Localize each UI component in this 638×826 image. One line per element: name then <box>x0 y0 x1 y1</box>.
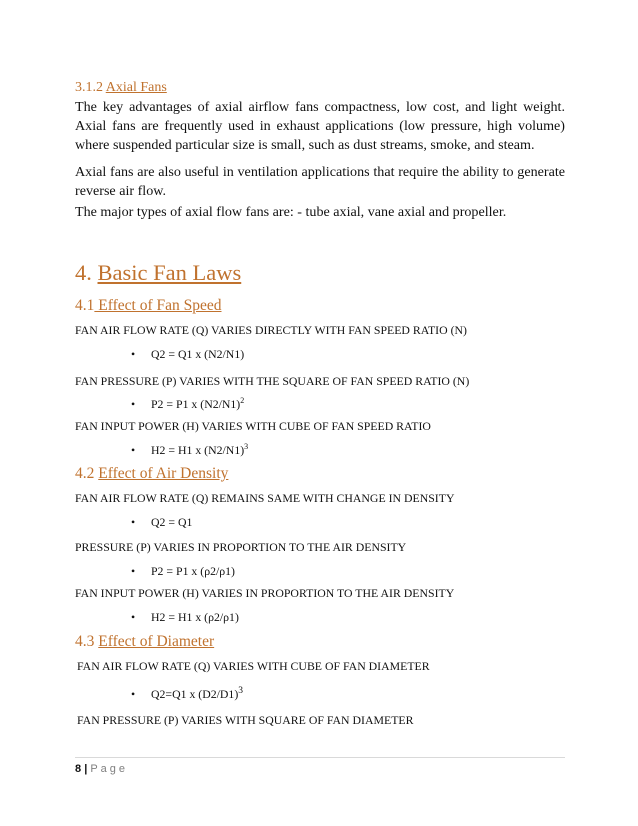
page-footer <box>75 762 128 776</box>
subsection-number: 4.1 <box>75 297 95 314</box>
law-statement: FAN AIR FLOW RATE (Q) REMAINS SAME WITH CHANGE IN DENSITY <box>75 491 455 505</box>
exponent: 3 <box>238 686 244 697</box>
formula-item <box>131 346 244 362</box>
formula-item <box>131 563 235 579</box>
bullet: • <box>131 687 136 701</box>
page-number: 8 <box>75 763 82 775</box>
formula-item <box>131 442 248 458</box>
section-number: 4. <box>75 260 98 285</box>
law-statement: FAN PRESSURE (P) VARIES WITH SQUARE OF FAN DIAMETER <box>77 713 414 727</box>
formula: P2 = P1 x (ρ2/ρ1) <box>151 564 235 578</box>
law-statement: FAN PRESSURE (P) VARIES WITH THE SQUARE OF FAN SPEED RATIO (N) <box>75 374 470 388</box>
law-statement: FAN INPUT POWER (H) VARIES WITH CUBE OF FAN SPEED RATIO <box>75 419 431 433</box>
subsection-title: Effect of Air Density <box>98 465 229 482</box>
law-statement: FAN AIR FLOW RATE (Q) VARIES WITH CUBE OF FAN DIAMETER <box>77 659 430 673</box>
formula-item <box>131 396 244 412</box>
subsection-title: Effect of Diameter <box>98 633 215 650</box>
paragraph: The key advantages of axial airflow fans compactness, low cost, and light weight. Axial fans are frequently used in exhaust applications (low pressure, high volume) where suspended particular size is small, such as dust streams, smoke, and steam. <box>75 99 565 153</box>
bullet: • <box>131 515 136 529</box>
subsection-title: Effect of Fan Speed <box>94 297 222 314</box>
subsection-number: 4.3 <box>75 633 99 650</box>
footer-divider <box>75 757 565 758</box>
law-statement: FAN AIR FLOW RATE (Q) VARIES DIRECTLY WITH FAN SPEED RATIO (N) <box>75 323 467 337</box>
formula-item <box>131 514 192 530</box>
formula: Q2=Q1 x (D2/D1) <box>151 687 239 701</box>
section-number: 3.1.2 <box>75 80 106 95</box>
formula: H2 = H1 x (N2/N1) <box>151 443 245 457</box>
formula: Q2 = Q1 x (N2/N1) <box>151 347 245 361</box>
footer-separator: | <box>84 763 88 775</box>
bullet: • <box>131 610 136 624</box>
section-title: Basic Fan Laws <box>97 260 242 285</box>
subsection-4-2-heading <box>75 464 565 483</box>
formula-item <box>131 686 243 702</box>
section-4-heading <box>75 258 565 288</box>
subsection-number: 4.2 <box>75 465 99 482</box>
exponent: 3 <box>244 442 249 452</box>
formula: H2 = H1 x (ρ2/ρ1) <box>151 610 239 624</box>
exponent: 2 <box>240 396 245 406</box>
formula: P2 = P1 x (N2/N1) <box>151 397 241 411</box>
subsection-4-3-heading <box>75 632 565 651</box>
formula-item <box>131 609 239 625</box>
formula: Q2 = Q1 <box>151 515 193 529</box>
paragraph: The major types of axial flow fans are: - tube axial, vane axial and propeller. <box>75 204 507 220</box>
section-title: Axial Fans <box>105 80 167 95</box>
law-statement: PRESSURE (P) VARIES IN PROPORTION TO THE AIR DENSITY <box>75 540 407 554</box>
bullet: • <box>131 443 136 457</box>
bullet: • <box>131 397 136 411</box>
page-label: Page <box>90 763 129 775</box>
paragraph: Axial fans are also useful in ventilation applications that require the ability to generate reverse air flow. <box>75 164 565 199</box>
section-3-1-2-heading <box>75 80 565 96</box>
bullet: • <box>131 564 136 578</box>
bullet: • <box>131 347 136 361</box>
subsection-4-1-heading <box>75 296 565 315</box>
law-statement: FAN INPUT POWER (H) VARIES IN PROPORTION TO THE AIR DENSITY <box>75 586 455 600</box>
